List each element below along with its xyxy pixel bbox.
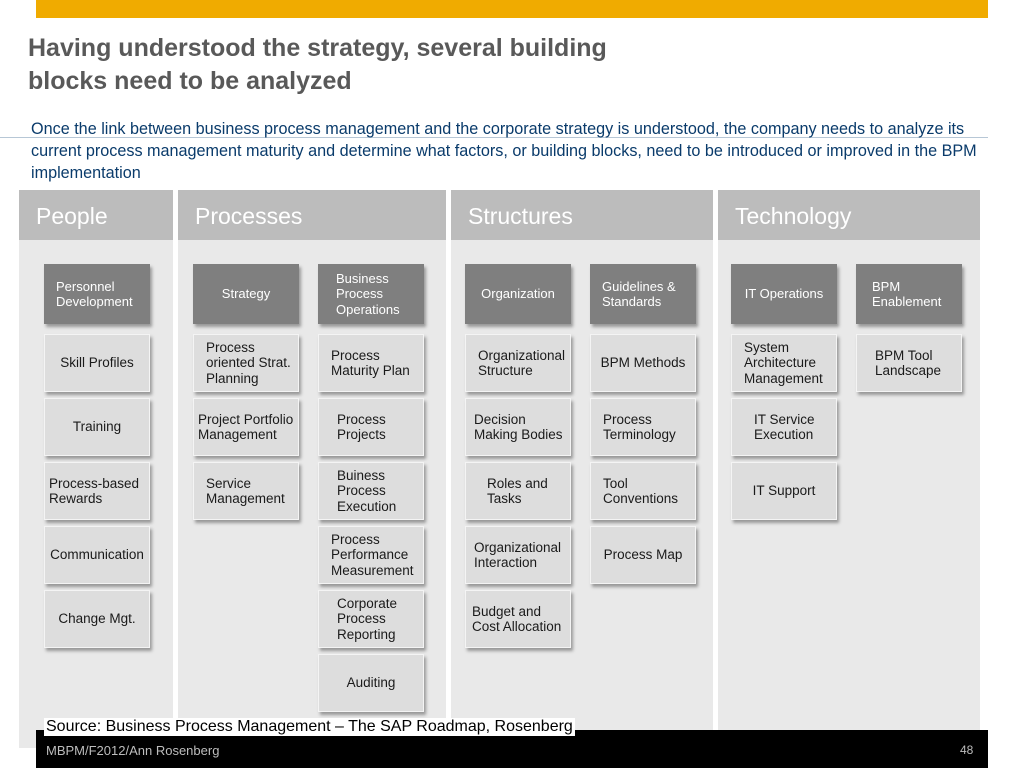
block-item-process-oriented-strat-planning: Process oriented Strat. Planning <box>193 334 299 392</box>
block-item-service-management: Service Management <box>193 462 299 520</box>
block-header-bpm-enablement: BPM Enablement <box>856 264 962 324</box>
block-header-business-process-operations: Business Process Operations <box>318 264 424 324</box>
block-item-budget-and-cost-allocation: Budget and Cost Allocation <box>465 590 571 648</box>
column-header-technology: Technology <box>718 190 980 240</box>
footer-text: MBPM/F2012/Ann Rosenberg <box>46 743 220 758</box>
block-header-guidelines-standards: Guidelines & Standards <box>590 264 696 324</box>
block-header-organization: Organization <box>465 264 571 324</box>
block-item-roles-and-tasks: Roles and Tasks <box>465 462 571 520</box>
block-item-organizational-structure: Organizational Structure <box>465 334 571 392</box>
block-item-buiness-process-execution: Buiness Process Execution <box>318 462 424 520</box>
block-item-process-map: Process Map <box>590 526 696 584</box>
block-item-project-portfolio-management: Project Portfolio Management <box>193 398 299 456</box>
block-item-bpm-methods: BPM Methods <box>590 334 696 392</box>
block-item-organizational-interaction: Organizational Interaction <box>465 526 571 584</box>
block-header-it-operations: IT Operations <box>731 264 837 324</box>
block-item-system-architecture-management: System Architecture Management <box>731 334 837 392</box>
column-header-structures: Structures <box>451 190 713 240</box>
block-item-change-mgt: Change Mgt. <box>44 590 150 648</box>
block-item-process-performance-measurement: Process Performance Measurement <box>318 526 424 584</box>
block-item-auditing: Auditing <box>318 654 424 712</box>
block-header-personnel-development: Personnel Development <box>44 264 150 324</box>
block-item-bpm-tool-landscape: BPM Tool Landscape <box>856 334 962 392</box>
block-item-it-service-execution: IT Service Execution <box>731 398 837 456</box>
block-item-decision-making-bodies: Decision Making Bodies <box>465 398 571 456</box>
top-accent-bar <box>36 0 988 18</box>
block-item-skill-profiles: Skill Profiles <box>44 334 150 392</box>
column-header-processes: Processes <box>178 190 446 240</box>
block-item-it-support: IT Support <box>731 462 837 520</box>
block-item-corporate-process-reporting: Corporate Process Reporting <box>318 590 424 648</box>
block-item-communication: Communication <box>44 526 150 584</box>
block-item-process-based-rewards: Process-based Rewards <box>44 462 150 520</box>
block-item-tool-conventions: Tool Conventions <box>590 462 696 520</box>
source-citation: Source: Business Process Management – The SAP Roadmap, Rosenberg <box>46 718 573 735</box>
block-item-process-projects: Process Projects <box>318 398 424 456</box>
slide-subtitle: Once the link between business process management and the corporate strategy is understood, the company needs to analyze its current process management maturity and determine what factors, or building blocks, need to be introduced or improved in the BPM implementation <box>31 120 977 182</box>
block-item-process-terminology: Process Terminology <box>590 398 696 456</box>
block-header-strategy: Strategy <box>193 264 299 324</box>
block-item-process-maturity-plan: Process Maturity Plan <box>318 334 424 392</box>
block-item-training: Training <box>44 398 150 456</box>
slide-title: Having understood the strategy, several building blocks need to be analyzed <box>28 34 607 95</box>
column-header-people: People <box>19 190 173 240</box>
page-number: 48 <box>960 743 974 757</box>
